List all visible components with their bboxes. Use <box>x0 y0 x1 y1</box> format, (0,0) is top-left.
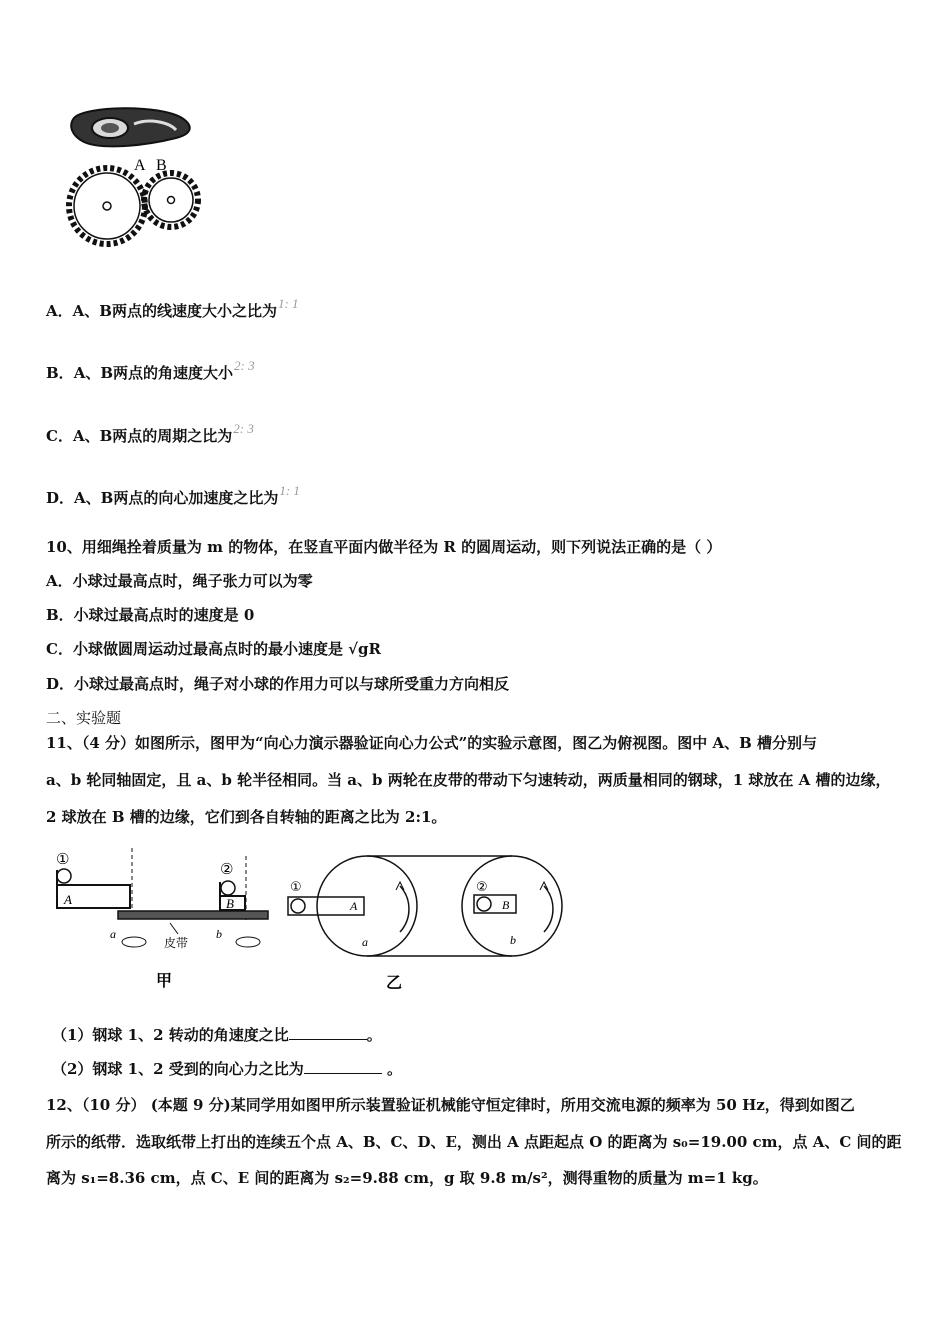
jia-caption: 甲 <box>156 971 173 990</box>
jia-belt-label: 皮带 <box>164 936 189 950</box>
svg-text:①: ① <box>290 880 302 895</box>
answer-blank-2[interactable] <box>304 1059 382 1074</box>
q9-option-a: A．A、B两点的线速度大小之比为1: 1 <box>46 296 299 320</box>
svg-text:a: a <box>110 927 116 941</box>
q9-option-b: B．A、B两点的角速度大小2: 3 <box>46 358 255 382</box>
svg-text:B: B <box>502 898 510 912</box>
svg-text:A: A <box>350 899 358 913</box>
jia-ball-2 <box>221 881 235 895</box>
q11-sub-1: （1）钢球 1、2 转动的角速度之比 。 <box>52 1026 382 1044</box>
jia-ball-2-label: ② <box>220 860 234 878</box>
q12-line-3: 离为 s₁=8.36 cm，点 C、E 间的距离为 s₂=9.88 cm，g 取 9.8 m/s²，测得重物的质量为 m=1 kg。 <box>46 1169 768 1187</box>
q11-line-2: a、b 轮同轴固定，且 a、b 轮半径相同。当 a、b 两轮在皮带的带动下匀速转动，两质量相同的钢球，1 球放在 A 槽的边缘， <box>46 771 891 789</box>
q11-line-3: 2 球放在 B 槽的边缘，它们到各自转轴的距离之比为 2:1。 <box>46 808 447 826</box>
gear-figure <box>64 104 206 250</box>
svg-text:A: A <box>64 892 72 907</box>
yi-caption: 乙 <box>386 973 403 992</box>
svg-text:a: a <box>362 935 368 949</box>
section-title: 二、实验题 <box>46 709 122 727</box>
jia-rotation-a-icon <box>122 937 146 947</box>
figure-yi <box>282 848 572 993</box>
svg-text:b: b <box>510 933 516 947</box>
q12-line-1: 12、（10 分） (本题 9 分)某同学用如图甲所示装置验证机械能守恒定律时，所用交流电源的频率为 50 Hz，得到如图乙 <box>46 1096 855 1114</box>
q11-sub-2: （2）钢球 1、2 受到的向心力之比为 。 <box>52 1060 402 1078</box>
q9-option-c: C．A、B两点的周期之比为2: 3 <box>46 421 254 445</box>
gear-a-icon <box>69 168 145 244</box>
gear-label-b: B <box>156 157 167 174</box>
jia-ball-1-label: ① <box>56 850 70 868</box>
jia-ball-1 <box>57 869 71 883</box>
q10-option-c: C．小球做圆周运动过最高点时的最小速度是 √gR <box>46 640 381 658</box>
q12-line-2: 所示的纸带．选取纸带上打出的连续五个点 A、B、C、D、E，测出 A 点距起点 O 的距离为 s₀=19.00 cm，点 A、C 间的距 <box>46 1133 902 1151</box>
yi-rotation-b-icon <box>544 886 553 932</box>
gear-label-a: A <box>134 157 146 174</box>
yi-rotation-a-icon <box>400 886 409 932</box>
svg-text:B: B <box>226 896 234 911</box>
q10-stem: 10、用细绳拴着质量为 m 的物体，在竖直平面内做半径为 R 的圆周运动，则下列说法正确的是（ ） <box>46 538 722 556</box>
q10-option-b: B．小球过最高点时的速度是 0 <box>46 606 255 624</box>
q10-option-d: D．小球过最高点时，绳子对小球的作用力可以与球所受重力方向相反 <box>46 675 510 693</box>
jia-belt <box>118 911 268 919</box>
svg-text:b: b <box>216 927 222 941</box>
jia-rotation-b-icon <box>236 937 260 947</box>
gear-b-icon <box>144 173 198 227</box>
q11-line-1: 11、（4 分）如图所示，图甲为“向心力演示器验证向心力公式”的实验示意图，图乙为俯视图。图中 A、B 槽分别与 <box>46 734 818 752</box>
svg-text:②: ② <box>476 880 488 895</box>
q10-option-a: A．小球过最高点时，绳子张力可以为零 <box>46 572 313 590</box>
q9-option-d: D．A、B两点的向心加速度之比为1: 1 <box>46 483 300 507</box>
figure-jia <box>50 848 275 993</box>
answer-blank-1[interactable] <box>289 1025 367 1040</box>
